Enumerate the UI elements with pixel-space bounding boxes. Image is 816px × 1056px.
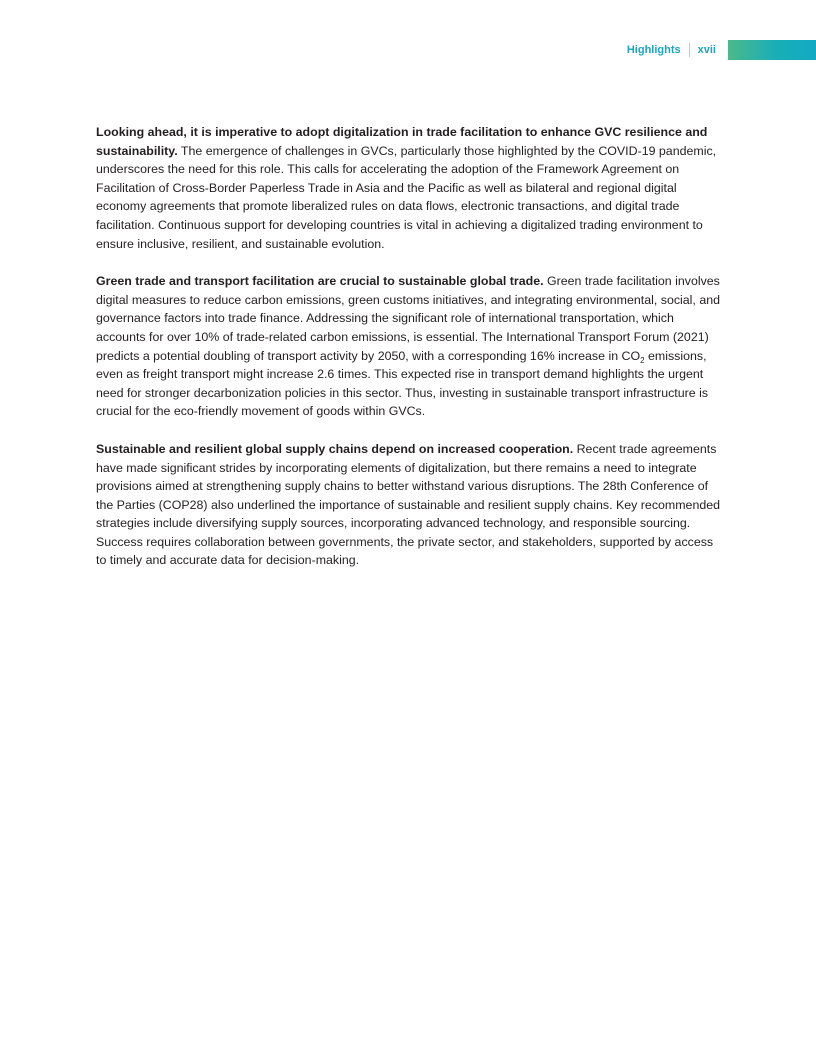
- page-header: [627, 40, 816, 60]
- paragraph-supply-chains: [96, 440, 722, 570]
- paragraph-body: Green trade facilitation involves digital measures to reduce carbon emissions, green customs initiatives, and integrating environmental, social, and governance factors into trade finance. Addressing the significant role of international transportation, which accounts for over 10% of trade-related carbon emissions, is essential. The International Transport Forum (2021) predicts a potential doubling of transport activity by 2050, with a corresponding 16% increase in CO: [96, 274, 720, 363]
- header-divider: [689, 43, 690, 57]
- paragraph-lead: Green trade and transport facilitation are crucial to sustainable global trade.: [96, 274, 544, 289]
- paragraph-lead: Looking ahead, it is imperative to adopt digitalization in trade facilitation to enhance GVC resilience and sustainability.: [96, 125, 708, 158]
- paragraph-body: Recent trade agreements have made significant strides by incorporating elements of digitalization, but there remains a need to integrate provisions aimed at strengthening supply chains to better withstand various disruptions. The 28th Conference of the Parties (COP28) also underlined the importance of sustainable and resilient supply chains. Key recommended strategies include diversifying supply sources, incorporating advanced technology, and responsible sourcing. Success requires collaboration between governments, the private sector, and stakeholders, supported by access to timely and accurate data for decision-making.: [96, 441, 721, 568]
- paragraph-lead: Sustainable and resilient global supply chains depend on increased cooperation.: [96, 441, 574, 456]
- header-accent-bar: [728, 40, 816, 60]
- section-label: Highlights: [626, 44, 681, 56]
- paragraph-body-continued: emissions, even as freight transport might increase 2.6 times. This expected rise in transport demand highlights the urgent need for stronger decarbonization policies in this sector. Thus, investing in sustainable transport infrastructure is crucial for the eco-friendly movement of goods within GVCs.: [96, 348, 709, 419]
- page-number: xvii: [697, 44, 716, 56]
- co2-subscript: 2: [640, 355, 645, 365]
- paragraph-body: The emergence of challenges in GVCs, particularly those highlighted by the COVID-19 pandemic, underscores the need for this role. This calls for accelerating the adoption of the Framework Agreement on Facilitation of Cross-Border Paperless Trade in Asia and the Pacific as well as bilateral and regional digital economy agreements that promote liberalized rules on data flows, electronic transactions, and digital trade facilitation. Continuous support for developing countries is vital in achieving a digitalized trading environment to ensure inclusive, resilient, and sustainable evolution.: [96, 143, 717, 251]
- paragraph-green-trade: [96, 272, 722, 421]
- paragraph-digitalization: [96, 123, 722, 253]
- main-content: [96, 123, 722, 589]
